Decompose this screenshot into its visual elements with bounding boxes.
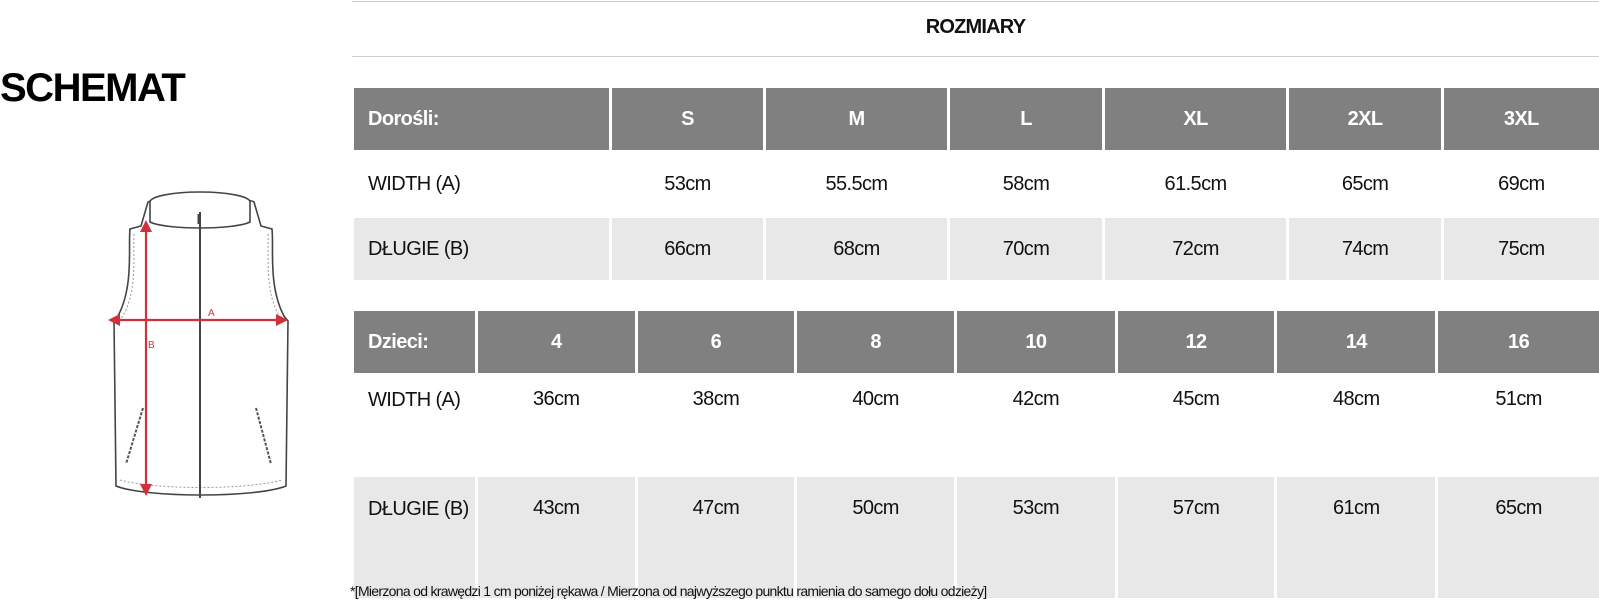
- vest-diagram: [96, 186, 306, 506]
- table-cell: 42cm: [1012, 388, 1060, 410]
- row-label: DŁUGIE (B): [354, 218, 609, 280]
- schema-title: SCHEMAT: [0, 66, 185, 110]
- table-cell: 43cm: [478, 477, 635, 598]
- adult-header-row: [354, 88, 1599, 150]
- measurement-footnote: *[Mierzona od krawędzi 1 cm poniżej rękawa / Mierzona od najwyższego punktu ramienia do samego dołu odzieży]: [350, 583, 987, 599]
- heading-divider: [352, 56, 1599, 57]
- size-header: 10: [957, 311, 1115, 373]
- size-header: 12: [1118, 311, 1275, 373]
- table-cell: 61.5cm: [1164, 172, 1227, 195]
- table-row: [354, 376, 1599, 474]
- size-header: 14: [1277, 311, 1435, 373]
- table-row: [354, 218, 1599, 280]
- table-cell: 61cm: [1277, 477, 1435, 598]
- label-b: B: [148, 340, 155, 351]
- row-label: WIDTH (A): [368, 389, 461, 411]
- table-cell: 75cm: [1444, 218, 1599, 280]
- size-header: 16: [1438, 311, 1599, 373]
- size-header: M: [766, 88, 948, 150]
- size-header: 3XL: [1444, 88, 1599, 150]
- table-cell: 65cm: [1341, 172, 1389, 195]
- size-header: 6: [638, 311, 795, 373]
- size-header: S: [612, 88, 762, 150]
- table-row: [354, 477, 1599, 598]
- table-cell: 53cm: [957, 477, 1115, 598]
- kids-header-label: Dzieci:: [354, 311, 475, 373]
- table-cell: 68cm: [766, 218, 948, 280]
- kids-header-row: [354, 311, 1599, 373]
- top-divider: [352, 1, 1599, 2]
- row-label: DŁUGIE (B): [354, 477, 475, 598]
- table-cell: 45cm: [1172, 388, 1220, 410]
- size-header: 2XL: [1289, 88, 1440, 150]
- table-cell: 72cm: [1105, 218, 1287, 280]
- sizes-heading: ROZMIARY: [925, 16, 1026, 38]
- row-label: WIDTH (A): [368, 172, 461, 195]
- table-cell: 36cm: [532, 388, 580, 410]
- table-cell: 69cm: [1498, 172, 1545, 195]
- table-cell: 55.5cm: [825, 172, 888, 195]
- table-cell: 40cm: [852, 388, 899, 410]
- size-header: 8: [797, 311, 954, 373]
- table-cell: 50cm: [797, 477, 954, 598]
- table-cell: 57cm: [1118, 477, 1275, 598]
- kids-size-table: [351, 308, 1599, 601]
- table-cell: 38cm: [692, 388, 740, 410]
- table-cell: 70cm: [950, 218, 1101, 280]
- table-cell: 48cm: [1333, 388, 1380, 410]
- table-cell: 47cm: [638, 477, 795, 598]
- table-cell: 58cm: [1002, 172, 1050, 195]
- table-row: [354, 153, 1599, 215]
- table-cell: 65cm: [1438, 477, 1599, 598]
- adult-size-table: [351, 85, 1599, 283]
- size-header: L: [950, 88, 1101, 150]
- table-cell: 51cm: [1495, 388, 1542, 410]
- table-cell: 74cm: [1289, 218, 1440, 280]
- size-header: XL: [1105, 88, 1287, 150]
- size-header: 4: [478, 311, 635, 373]
- label-a: A: [208, 308, 215, 319]
- table-cell: 66cm: [612, 218, 762, 280]
- table-cell: 53cm: [664, 172, 711, 195]
- adult-header-label: Dorośli:: [354, 88, 609, 150]
